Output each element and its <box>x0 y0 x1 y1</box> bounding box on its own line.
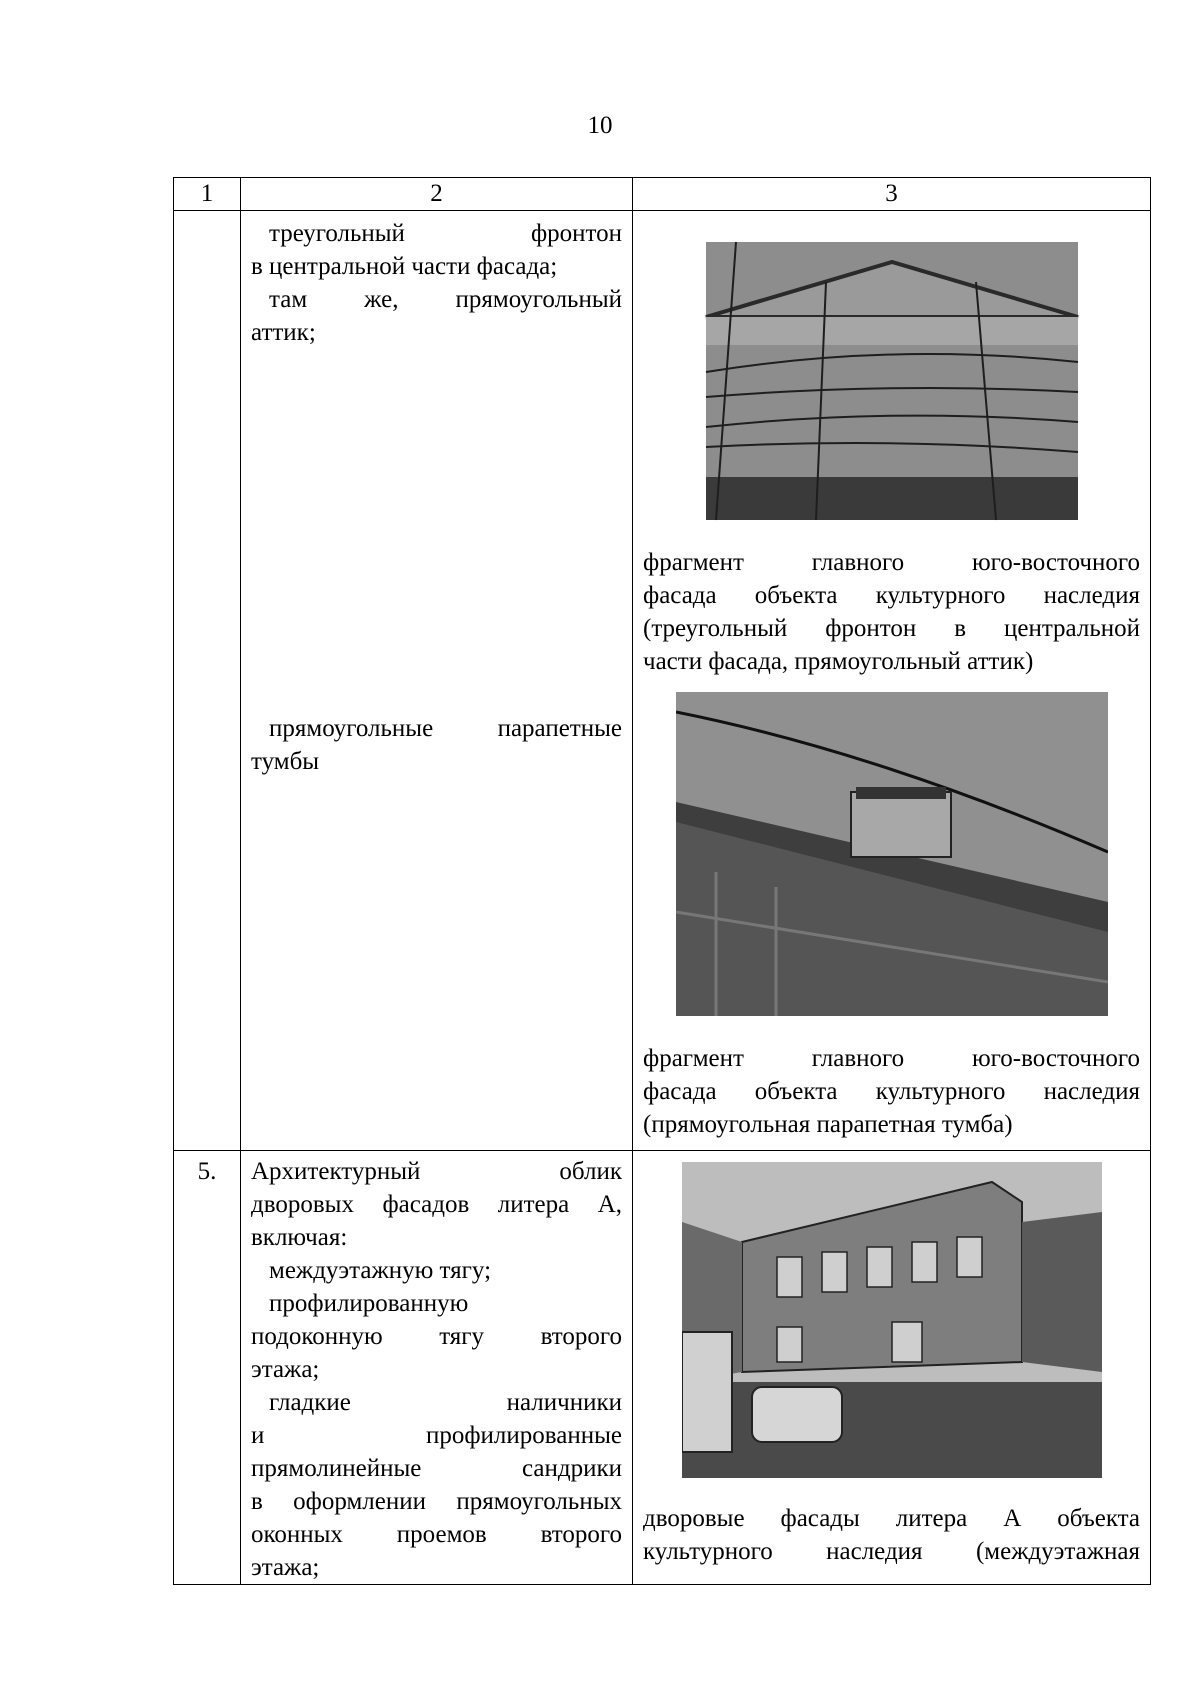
desc-line: прямоугольные парапетные <box>269 715 622 742</box>
desc-line: тумбы <box>251 748 320 775</box>
header-col-3: 3 <box>633 178 1151 211</box>
desc-line: в оформлении прямоугольных <box>251 1488 622 1515</box>
desc-line: прямолинейные сандрики <box>251 1455 622 1482</box>
header-col-1: 1 <box>174 178 241 211</box>
desc-line: этажа; <box>251 1356 320 1383</box>
table-header-row <box>174 178 1151 211</box>
desc-line: включая: <box>251 1224 348 1251</box>
photo-caption-line: части фасада, прямоугольный аттик) <box>643 648 1034 675</box>
header-col-2: 2 <box>241 178 633 211</box>
desc-line: гладкие наличники <box>269 1389 622 1416</box>
photo-caption-line: фрагмент главного юго-восточного <box>643 549 1140 576</box>
row-photo-cell <box>633 1151 1151 1585</box>
photo-caption-line: фасада объекта культурного наследия <box>643 1078 1140 1105</box>
row-number-cell: 5. <box>174 1151 241 1585</box>
photo-caption-line: дворовые фасады литера А объекта <box>643 1505 1140 1532</box>
desc-line: там же, прямоугольный <box>269 286 622 313</box>
desc-line: дворовых фасадов литера А, <box>251 1191 622 1218</box>
row-photo-cell <box>633 211 1151 1151</box>
photo-caption-line: (прямоугольная парапетная тумба) <box>643 1111 1013 1138</box>
table-row <box>174 1151 1151 1585</box>
desc-line: профилированную <box>269 1290 469 1317</box>
table-row <box>174 211 1151 1151</box>
photo-caption-line: фасада объекта культурного наследия <box>643 582 1140 609</box>
photo-caption-line: фрагмент главного юго-восточного <box>643 1045 1140 1072</box>
desc-line: оконных проемов второго <box>251 1521 622 1548</box>
row-description-cell <box>241 211 633 1151</box>
photo-caption-line: (треугольный фронтон в центральной <box>643 615 1140 642</box>
desc-line: в центральной части фасада; <box>251 253 558 280</box>
desc-line: подоконную тягу второго <box>251 1323 622 1350</box>
page-number: 10 <box>587 112 613 139</box>
desc-line: этажа; <box>251 1554 320 1581</box>
parapet-photo <box>676 692 1108 1016</box>
row-description-cell <box>241 1151 633 1585</box>
desc-line: и профилированные <box>251 1422 622 1449</box>
courtyard-facade-photo <box>682 1162 1102 1478</box>
photo-caption-line: культурного наследия (междуэтажная <box>643 1538 1140 1565</box>
heritage-elements-table <box>173 177 1151 1585</box>
desc-line: аттик; <box>251 319 316 346</box>
desc-line: Архитектурный облик <box>251 1158 622 1185</box>
desc-line: междуэтажную тягу; <box>269 1257 492 1284</box>
pediment-photo <box>676 222 1108 522</box>
desc-line: треугольный фронтон <box>269 220 622 247</box>
row-number-cell <box>174 211 241 1151</box>
